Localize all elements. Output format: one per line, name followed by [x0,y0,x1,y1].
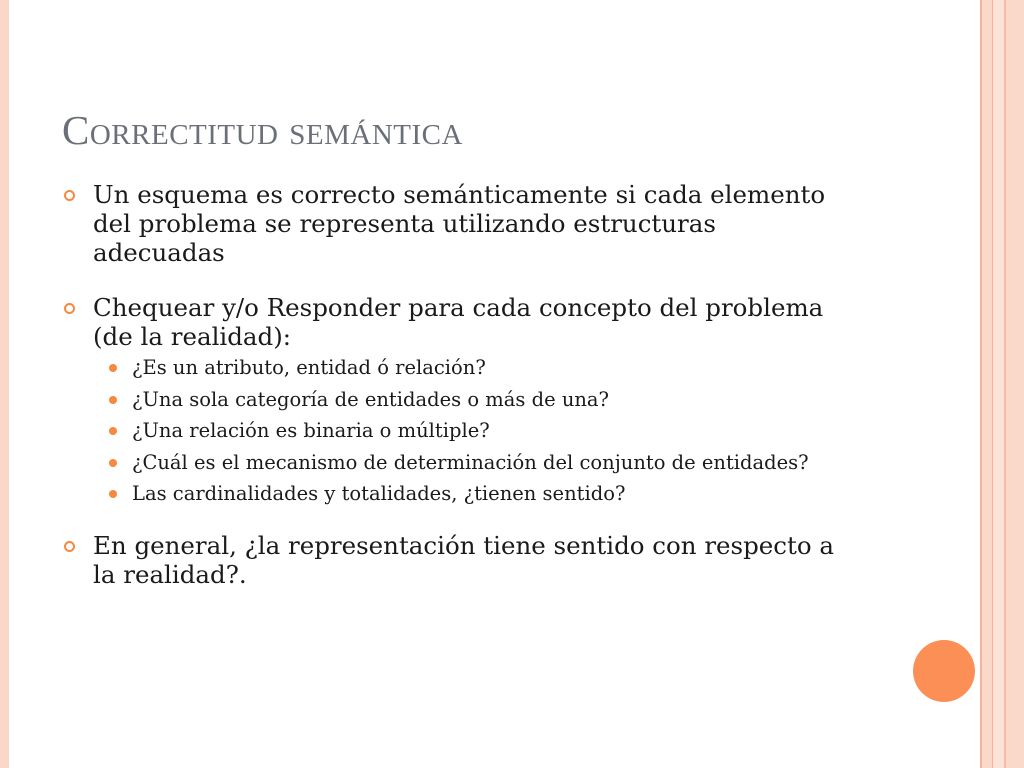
sub-bullet-text-5: Las cardinalidades y totalidades, ¿tienen sentido? [132,482,626,505]
bullet-item-3 [62,531,852,589]
bullet-text-3: En general, ¿la representación tiene sentido con respecto a la realidad?. [93,531,835,589]
dot-bullet-icon [109,364,117,372]
sub-bullet-item-1 [102,357,852,379]
sub-bullet-text-3: ¿Una relación es binaria o múltiple? [132,419,490,442]
sub-bullet-item-5 [102,483,852,505]
sub-bullet-item-2 [102,389,852,411]
bullet-item-1 [62,180,852,267]
ring-bullet-icon [64,190,75,201]
sub-bullet-list [93,357,852,505]
ring-bullet-icon [64,303,75,314]
sub-bullet-item-3 [102,420,852,442]
sub-bullet-text-1: ¿Es un atributo, entidad ó relación? [132,356,486,379]
decorative-circle [913,640,975,702]
sub-bullet-text-4: ¿Cuál es el mecanismo de determinación del conjunto de entidades? [132,450,809,474]
left-frame-stripe [0,0,9,768]
sub-bullet-text-2: ¿Una sola categoría de entidades o más de una? [132,387,610,411]
slide-content [62,180,852,589]
bullet-item-2 [62,293,852,505]
bullet-text-2: Chequear y/o Responder para cada concepto del problema (de la realidad): [93,293,824,351]
bullet-text-1: Un esquema es correcto semánticamente si cada elemento del problema se representa utilizando estructuras adecuadas [93,180,826,267]
dot-bullet-icon [109,396,117,404]
dot-bullet-icon [109,427,117,435]
sub-bullet-item-4 [102,452,852,474]
dot-bullet-icon [109,490,117,498]
ring-bullet-icon [64,541,75,552]
dot-bullet-icon [109,459,117,467]
slide-title: Correctitud semántica [62,107,463,153]
right-frame-stripes [978,0,1024,768]
